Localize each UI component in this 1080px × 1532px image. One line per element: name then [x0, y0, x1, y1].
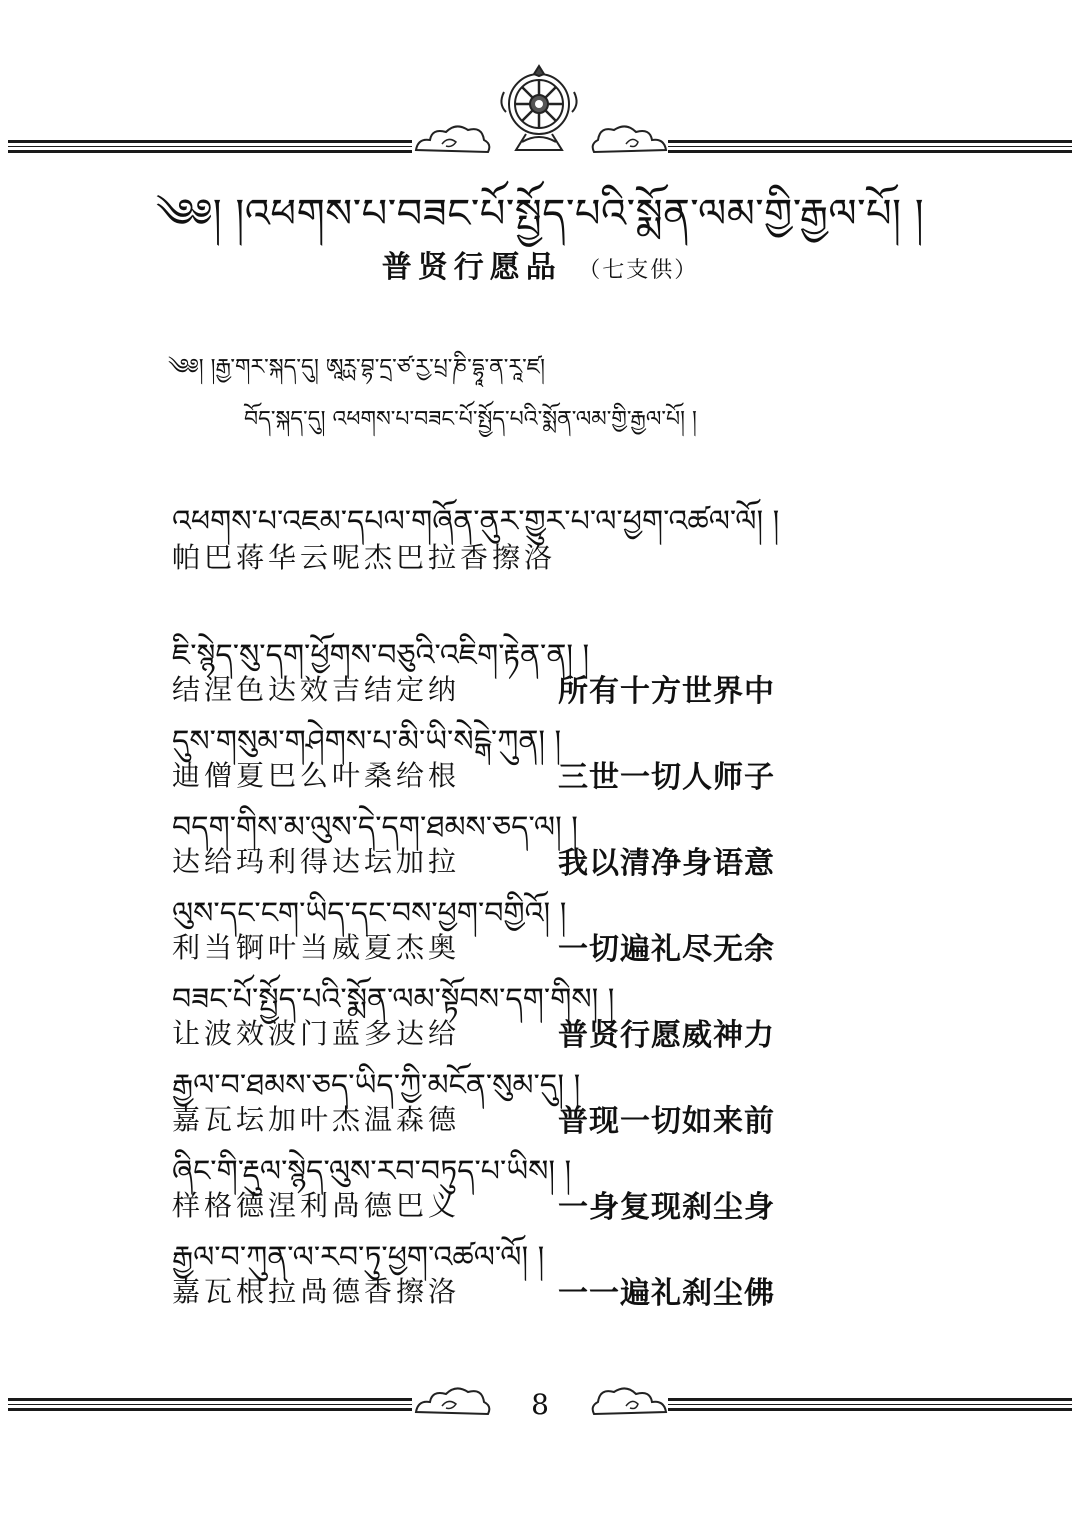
verse-meaning: 三世一切人师子 — [558, 760, 775, 795]
verse-tibetan: བདག་གིས་མ་ལུས་དེ་དག་ཐམས་ཅད་ལ། ། — [172, 810, 578, 845]
verse-tibetan: ལུས་དང་ངག་ཡིད་དང་བས་ཕྱག་བགྱིའོ། ། — [172, 896, 567, 931]
verse-tibetan: རྒྱལ་བ་ཀུན་ལ་རབ་ཏུ་ཕྱག་འཚལ་ལོ། ། — [172, 1240, 545, 1275]
top-divider — [8, 130, 1072, 156]
verse-tibetan: བཟང་པོ་སྤྱོད་པའི་སྨོན་ལམ་སྟོབས་དག་གིས། ། — [172, 982, 615, 1017]
verse-meaning: 一身复现刹尘身 — [558, 1190, 775, 1225]
verse-tibetan: དུས་གསུམ་གཤེགས་པ་མི་ཡི་སེངྒེ་ཀུན། ། — [172, 724, 562, 759]
verse-transliteration: 利当锕叶当威夏杰奥 — [172, 931, 461, 964]
preface-line-1: ༄༅། །རྒྱ་གར་སྐད་དུ། ཨཱཪྻ་བྷ་དྲ་ཙ་རྱ་པྲ་ཎི་དྷཱ་ན་རཱ་ཛ། — [168, 355, 545, 380]
verse-tibetan: ཞིང་གི་རྡུལ་སྙེད་ལུས་རབ་བཏུད་པ་ཡིས། ། — [172, 1154, 572, 1189]
verse-tibetan: ཇི་སྙེད་སུ་དག་ཕྱོགས་བཅུའི་འཇིག་རྟེན་ན། ། — [172, 638, 590, 673]
verse-meaning: 所有十方世界中 — [558, 674, 775, 709]
verse-transliteration: 样格德涅利咼德巴义 — [172, 1189, 461, 1222]
cloud-ornament-icon — [412, 118, 492, 158]
verse-tibetan: རྒྱལ་བ་ཐམས་ཅད་ཡིད་ཀྱི་མངོན་སུམ་དུ། ། — [172, 1068, 581, 1103]
verse-transliteration: 达给玛利得达坛加拉 — [172, 845, 461, 878]
title-chinese — [0, 242, 1080, 286]
verse-transliteration: 嘉瓦坛加叶杰温森德 — [172, 1103, 461, 1136]
verse-transliteration: 迪僧夏巴么叶桑给根 — [172, 759, 461, 792]
preface-line-2: བོད་སྐད་དུ། འཕགས་པ་བཟང་པོ་སྤྱོད་པའི་སྨོན་ལམ་གྱི་རྒྱལ་པོ། ། — [244, 407, 697, 432]
verse-transliteration: 结涅色达效吉结定纳 — [172, 673, 461, 706]
verse-meaning: 一切遍礼尽无余 — [558, 932, 775, 967]
verse-meaning: 普现一切如来前 — [558, 1104, 775, 1139]
title-subtitle: （七支供） — [578, 258, 699, 283]
verse-transliteration: 嘉瓦根拉咼德香擦洛 — [172, 1275, 461, 1308]
verse-transliteration: 让波效波门蓝多达给 — [172, 1017, 461, 1050]
title-tibetan: ༄༅། །འཕགས་པ་བཟང་པོ་སྤྱོད་པའི་སྨོན་ལམ་གྱི་རྒྱལ་པོ། ། — [155, 191, 925, 237]
page-number: 8 — [531, 1388, 549, 1421]
verse-meaning: 我以清净身语意 — [558, 846, 775, 881]
homage-transliteration: 帕巴蒋华云呢杰巴拉香擦洛 — [172, 541, 557, 574]
cloud-ornament-icon — [590, 118, 670, 158]
verse-meaning: 一一遍礼刹尘佛 — [558, 1276, 775, 1311]
verse-meaning: 普贤行愿威神力 — [558, 1018, 775, 1053]
homage-tibetan: འཕགས་པ་འཇམ་དཔལ་གཞོན་ནུར་གྱུར་པ་ལ་ཕྱག་འཚལ་ལོ། ། — [172, 504, 780, 539]
title-chinese-text: 普贤行愿品 — [381, 250, 562, 285]
